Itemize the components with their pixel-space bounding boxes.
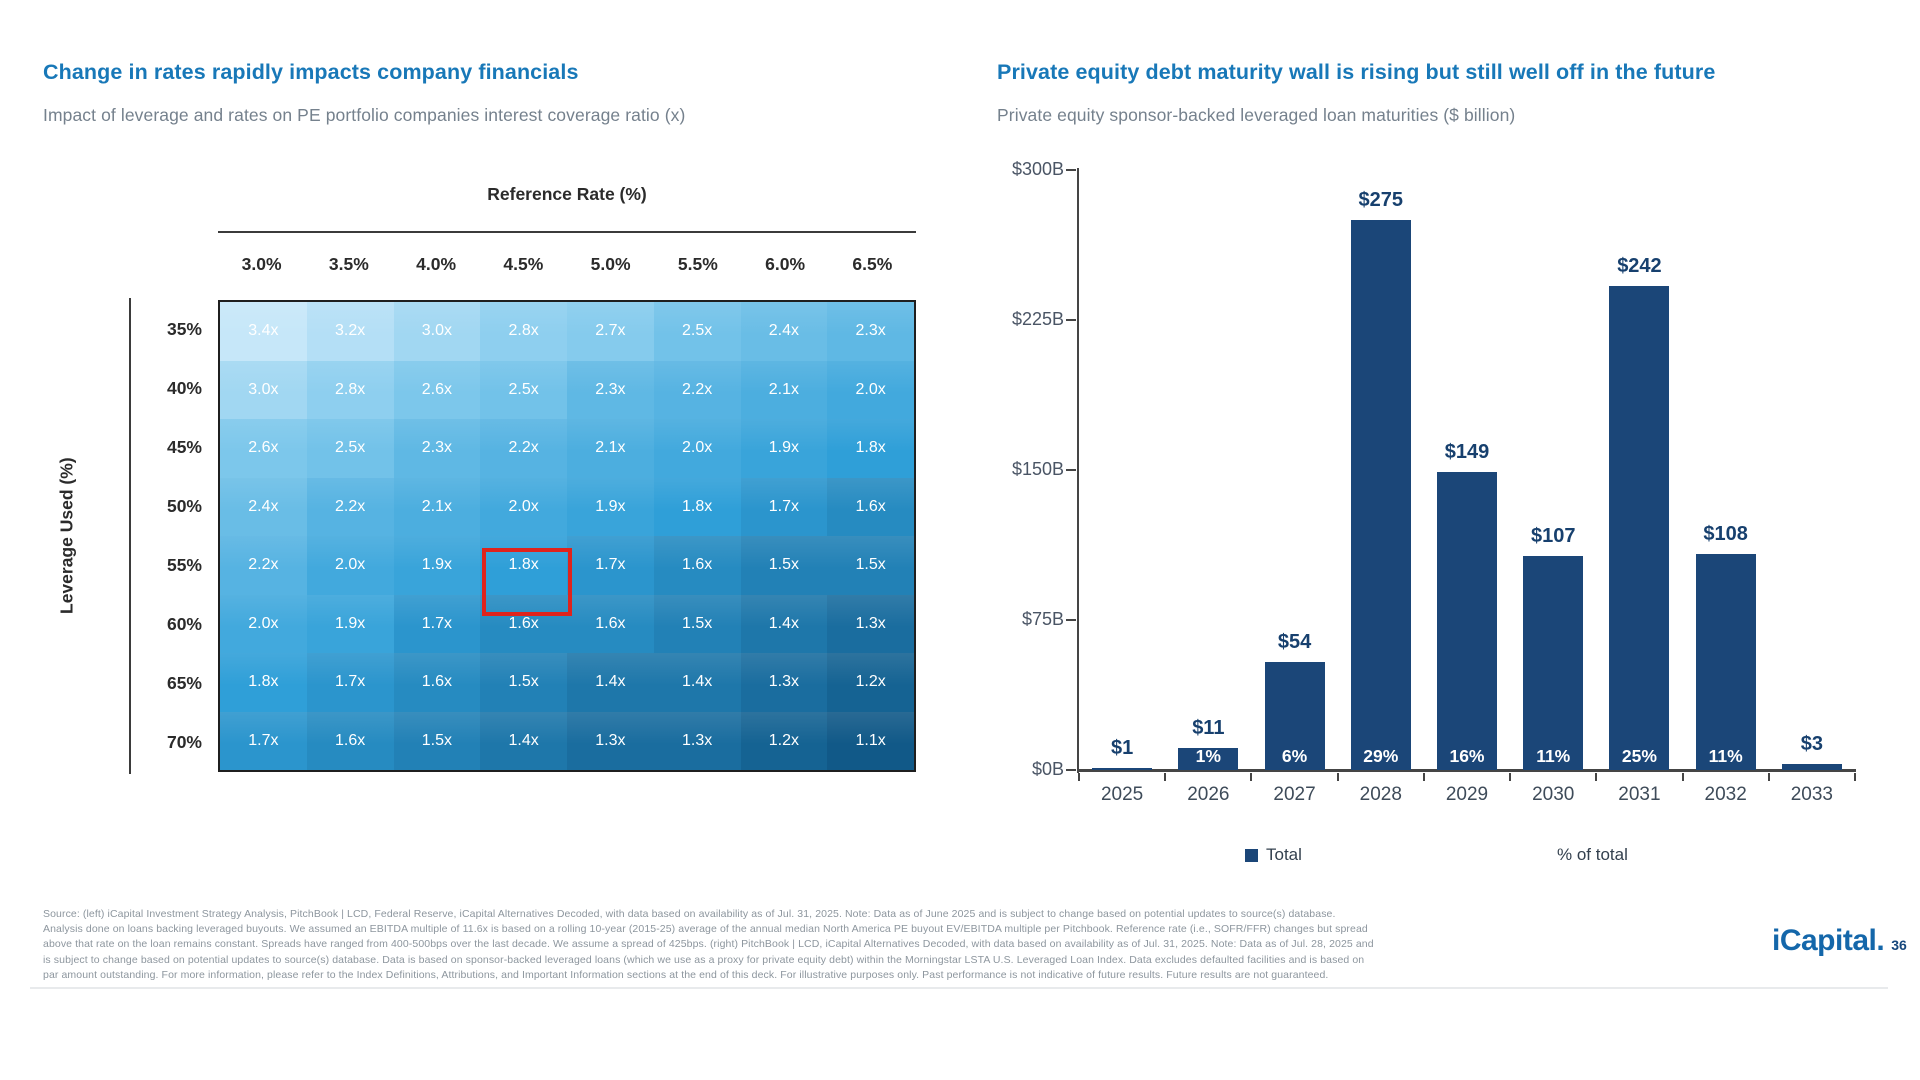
left-chart-subtitle: Impact of leverage and rates on PE portfolio companies interest coverage ratio (x) xyxy=(43,105,686,125)
heatmap-y-axis-line xyxy=(129,298,131,774)
legend-item-total xyxy=(1245,845,1302,865)
heatmap-header-rule xyxy=(218,231,916,233)
heatmap-cell: 2.8x xyxy=(480,302,567,361)
heatmap-cell: 1.6x xyxy=(480,595,567,654)
heatmap-cell: 2.0x xyxy=(307,536,394,595)
heatmap-cell: 1.3x xyxy=(567,712,654,771)
bar-value-label: $1 xyxy=(1110,737,1134,759)
heatmap-cell: 2.1x xyxy=(741,361,828,420)
heatmap-cell: 2.2x xyxy=(220,536,307,595)
page-number: 36 xyxy=(1891,937,1907,953)
heatmap-cell: 1.4x xyxy=(741,595,828,654)
heatmap-cell: 2.1x xyxy=(567,419,654,478)
heatmap-cell: 1.8x xyxy=(827,419,914,478)
total-legend-swatch xyxy=(1245,849,1258,862)
heatmap-cell: 2.0x xyxy=(480,478,567,537)
x-category-label: 2030 xyxy=(1532,784,1575,805)
bar xyxy=(1782,764,1842,770)
y-tick-dash xyxy=(1066,169,1076,171)
heatmap-cell: 2.2x xyxy=(654,361,741,420)
heatmap-cell: 1.1x xyxy=(827,712,914,771)
heatmap-cell: 1.4x xyxy=(567,653,654,712)
bar-chart-plot-area xyxy=(1079,170,1855,805)
y-tick-label: $225B xyxy=(1011,309,1064,329)
bar-value-label: $242 xyxy=(1617,255,1662,277)
heatmap-cell: 1.8x xyxy=(220,653,307,712)
heatmap-cell: 3.0x xyxy=(394,302,481,361)
heatmap-cell: 3.0x xyxy=(220,361,307,420)
heatmap-cell: 3.2x xyxy=(307,302,394,361)
heatmap-cell: 1.4x xyxy=(654,653,741,712)
heatmap-cell: 2.2x xyxy=(307,478,394,537)
heatmap-y-axis-title: Leverage Used (%) xyxy=(56,457,77,615)
heatmap-cell: 2.0x xyxy=(827,361,914,420)
left-chart-title: Change in rates rapidly impacts company financials xyxy=(43,60,579,84)
x-axis-tick xyxy=(1509,773,1511,781)
heatmap-grid xyxy=(218,300,916,772)
heatmap-row-label: 40% xyxy=(166,378,202,398)
heatmap-col-header: 6.5% xyxy=(852,254,893,274)
heatmap-cell: 2.2x xyxy=(480,419,567,478)
heatmap-row-label: 50% xyxy=(166,496,202,516)
heatmap-row-label: 35% xyxy=(166,319,202,339)
footer-source-text: Source: (left) iCapital Investment Strategy Analysis, PitchBook | LCD, Federal Reserve, iCapital Alternatives Decoded, with data based on availability as of Jul. 31, 2025. Note: Data as of June 2025 and is subject to change based on potential updates to source(s) database. Analysis done on loans backing leveraged buyouts. We assumed an EBITDA multiple of 11.6x is based on a rolling 10-year (2015-25) average of the annual median North America PE buyout EV/EBITDA multiple per Pitchbook. Reference rate (i.e., SOFR/FFR) changes but spread above that rate on the loan remains constant. Spreads have ranged from 400-500bps over the last decade. We assume a spread of 425bps. (right) PitchBook | LCD, iCapital Alternatives Decoded, with data based on availability as of Jul. 31, 2025. Note: Data as of Jul. 28, 2025 and is subject to change based on potential updates to source(s) database. Data is based on sponsor-backed leveraged loans (which we use as a proxy for private equity debt) within the Morningstar LSTA U.S. Leveraged Loan Index. Data excludes defaulted facilities and is based on par amount outstanding. For more information, please refer to the Index Definitions, Attributions, and Important Information sections at the end of this deck. For illustrative purposes only. Past performance is not indicative of future results. Future results are not guaranteed. xyxy=(43,908,1374,981)
x-category-label: 2031 xyxy=(1618,784,1661,805)
x-axis-tick xyxy=(1595,773,1597,781)
heatmap-column-headers xyxy=(218,254,916,275)
bar-pct-label: 11% xyxy=(1536,746,1571,766)
y-tick-dash xyxy=(1066,769,1076,771)
heatmap-cell: 2.8x xyxy=(307,361,394,420)
y-tick-dash xyxy=(1066,469,1076,471)
y-tick-dash xyxy=(1066,319,1076,321)
bar-slot xyxy=(1338,170,1424,770)
heatmap-cell: 2.6x xyxy=(394,361,481,420)
bar-slot xyxy=(1596,170,1682,770)
heatmap-col-header: 6.0% xyxy=(765,254,806,274)
bar-slot xyxy=(1251,170,1337,770)
bar-value-label: $3 xyxy=(1800,733,1823,755)
heatmap-row-label: 45% xyxy=(166,437,202,457)
heatmap-highlight-box xyxy=(482,548,572,616)
heatmap-cell: 1.8x xyxy=(480,536,567,595)
heatmap-col-header: 5.5% xyxy=(677,254,718,274)
heatmap-cell: 1.9x xyxy=(394,536,481,595)
bar-slot xyxy=(1165,170,1251,770)
bar-pct-label: 11% xyxy=(1708,746,1743,766)
heatmap-row-labels xyxy=(134,300,204,772)
heatmap-cell: 3.4x xyxy=(220,302,307,361)
heatmap-cell: 1.3x xyxy=(654,712,741,771)
x-axis-tick xyxy=(1250,773,1252,781)
heatmap-cell: 1.7x xyxy=(394,595,481,654)
logo-row xyxy=(1772,924,1907,958)
heatmap-cell: 2.3x xyxy=(827,302,914,361)
x-category-label: 2033 xyxy=(1790,784,1834,805)
bottom-divider xyxy=(30,987,1888,989)
heatmap-cell: 1.7x xyxy=(307,653,394,712)
x-category-label: 2026 xyxy=(1187,784,1230,805)
bar-value-label: $275 xyxy=(1358,189,1404,211)
heatmap-cell: 1.5x xyxy=(741,536,828,595)
heatmap-cell: 1.5x xyxy=(394,712,481,771)
heatmap-row-label: 60% xyxy=(166,614,202,634)
y-tick-label: $0B xyxy=(1031,759,1064,779)
bar-value-label: $108 xyxy=(1703,523,1748,545)
x-axis-tick xyxy=(1164,773,1166,781)
x-axis-tick xyxy=(1078,773,1080,781)
x-category-label: 2027 xyxy=(1273,784,1316,805)
x-category-label: 2028 xyxy=(1359,784,1402,805)
heatmap-cell: 1.3x xyxy=(741,653,828,712)
heatmap-cell: 1.6x xyxy=(307,712,394,771)
heatmap-cell: 1.8x xyxy=(654,478,741,537)
heatmap-col-header: 4.5% xyxy=(503,254,544,274)
heatmap-col-header: 3.0% xyxy=(241,254,282,274)
heatmap-cell: 1.5x xyxy=(654,595,741,654)
heatmap-cell: 1.9x xyxy=(307,595,394,654)
right-chart-subtitle: Private equity sponsor-backed leveraged loan maturities ($ billion) xyxy=(997,105,1516,125)
heatmap-cell: 1.7x xyxy=(220,712,307,771)
bar-pct-label: 6% xyxy=(1281,746,1308,766)
heatmap-cell: 1.6x xyxy=(827,478,914,537)
heatmap-cell: 1.7x xyxy=(567,536,654,595)
legend-item-pct-of-total xyxy=(1536,845,1628,865)
heatmap-cell: 2.4x xyxy=(220,478,307,537)
heatmap-cell: 2.6x xyxy=(220,419,307,478)
bar xyxy=(1092,768,1152,770)
bar-value-label: $54 xyxy=(1277,631,1312,653)
x-category-label: 2025 xyxy=(1100,784,1144,805)
bar-slot xyxy=(1424,170,1510,770)
heatmap-cell: 2.5x xyxy=(307,419,394,478)
pct-of-total-legend-label: % of total xyxy=(1557,845,1628,864)
heatmap-cell: 2.5x xyxy=(480,361,567,420)
bar xyxy=(1609,286,1669,770)
heatmap-row-label: 55% xyxy=(166,555,202,575)
bar xyxy=(1696,554,1756,770)
heatmap-cell: 2.0x xyxy=(654,419,741,478)
bar-value-label: $107 xyxy=(1530,525,1576,547)
bar-pct-label: 16% xyxy=(1449,746,1485,766)
bar-slot xyxy=(1079,170,1165,770)
bar xyxy=(1351,220,1411,770)
heatmap-col-header: 3.5% xyxy=(328,254,369,274)
x-axis-tick xyxy=(1768,773,1770,781)
y-tick-dash xyxy=(1066,619,1076,621)
heatmap-cell: 2.5x xyxy=(654,302,741,361)
bar xyxy=(1437,472,1497,770)
pct-of-total-legend-swatch xyxy=(1536,849,1549,862)
heatmap-cell: 1.5x xyxy=(827,536,914,595)
heatmap-cell: 1.9x xyxy=(567,478,654,537)
heatmap-cell: 1.5x xyxy=(480,653,567,712)
x-axis-tick xyxy=(1423,773,1425,781)
heatmap-cell: 1.7x xyxy=(741,478,828,537)
x-axis-tick xyxy=(1337,773,1339,781)
heatmap-row-label: 70% xyxy=(166,732,202,752)
x-axis-tick xyxy=(1854,773,1856,781)
heatmap-cell: 2.4x xyxy=(741,302,828,361)
bar-slot xyxy=(1510,170,1596,770)
heatmap-cell: 2.3x xyxy=(567,361,654,420)
heatmap-cell: 2.1x xyxy=(394,478,481,537)
bar xyxy=(1523,556,1583,770)
y-tick-label: $300B xyxy=(1011,159,1064,179)
heatmap-cell: 1.3x xyxy=(827,595,914,654)
x-category-label: 2029 xyxy=(1445,784,1489,805)
right-chart-title: Private equity debt maturity wall is rising but still well off in the future xyxy=(997,60,1716,84)
y-tick-label: $150B xyxy=(1011,459,1064,479)
total-legend-label: Total xyxy=(1266,845,1302,864)
heatmap-cell: 1.6x xyxy=(654,536,741,595)
bar-pct-label: 29% xyxy=(1363,746,1399,766)
x-axis-tick xyxy=(1682,773,1684,781)
bar-slot xyxy=(1683,170,1769,770)
heatmap-cell: 1.4x xyxy=(480,712,567,771)
heatmap-cell: 1.6x xyxy=(394,653,481,712)
bar-slot xyxy=(1769,170,1855,770)
heatmap-cell: 2.7x xyxy=(567,302,654,361)
heatmap-cell: 2.0x xyxy=(220,595,307,654)
bar-pct-label: 1% xyxy=(1195,746,1221,766)
bar-value-label: $149 xyxy=(1444,441,1490,463)
heatmap-row-label: 65% xyxy=(166,673,202,693)
heatmap-cell: 1.2x xyxy=(827,653,914,712)
heatmap-cell: 1.6x xyxy=(567,595,654,654)
bar-pct-label: 25% xyxy=(1621,746,1657,766)
heatmap-x-axis-title: Reference Rate (%) xyxy=(487,184,647,204)
icapital-logo: iCapital. xyxy=(1772,924,1885,957)
heatmap-cell: 1.9x xyxy=(741,419,828,478)
heatmap-cell: 2.3x xyxy=(394,419,481,478)
bar-value-label: $11 xyxy=(1192,717,1225,739)
heatmap-cell: 1.2x xyxy=(741,712,828,771)
heatmap-col-header: 4.0% xyxy=(416,254,457,274)
heatmap-col-header: 5.0% xyxy=(590,254,631,274)
x-category-label: 2032 xyxy=(1704,784,1747,805)
y-tick-label: $75B xyxy=(1021,609,1064,629)
